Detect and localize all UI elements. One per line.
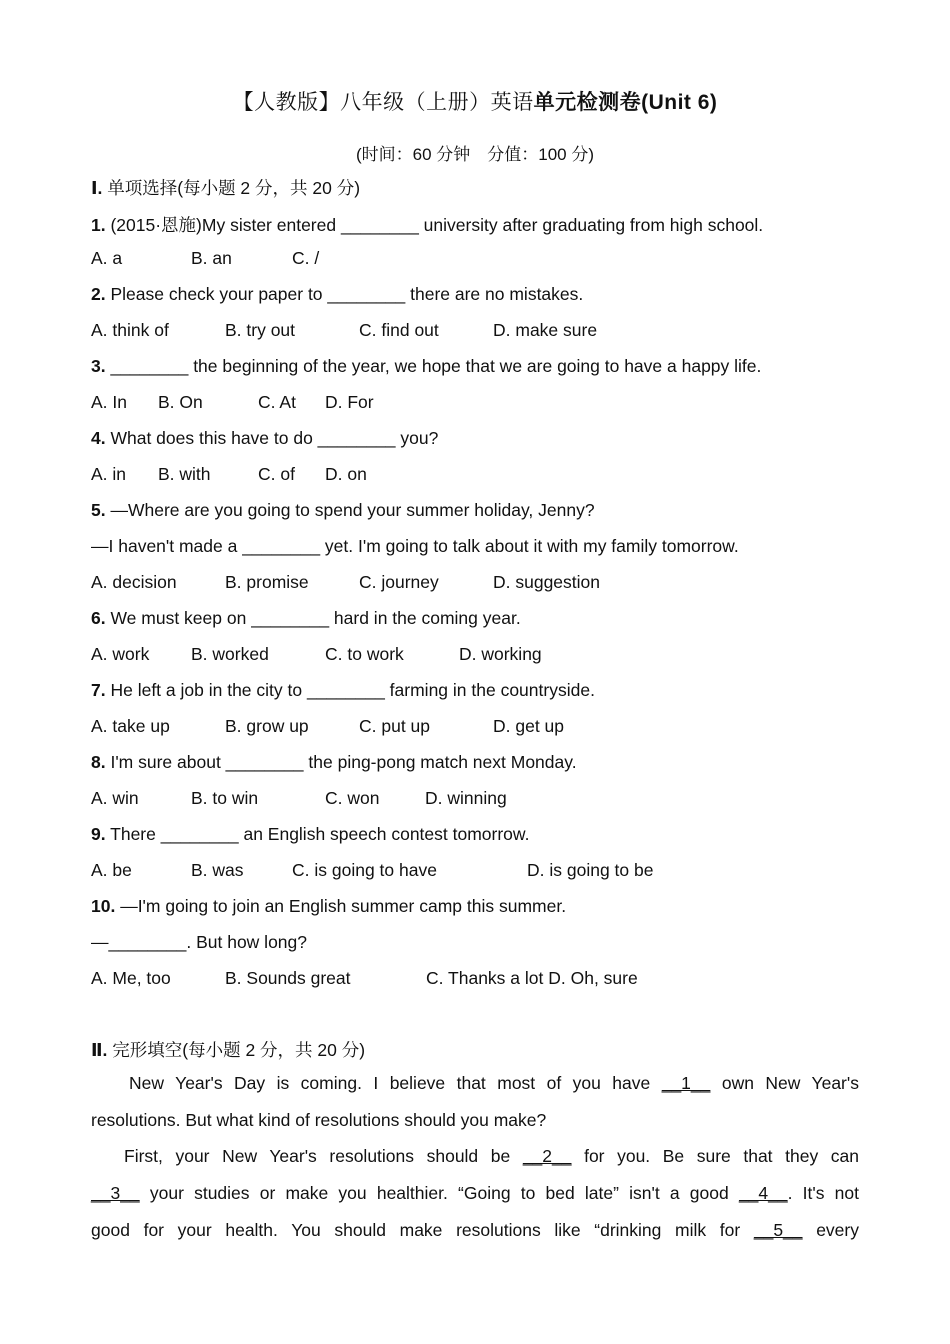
cloze-text: First, your New Year's resolutions should be <box>124 1146 511 1166</box>
question-text: —I'm going to join an English summer camp this summer. <box>115 896 567 916</box>
cloze-text: every <box>816 1220 859 1240</box>
option-c: C. put up <box>359 716 431 736</box>
question-text: (2015·恩施)My sister entered ________ university after graduating from high school. <box>105 215 764 235</box>
question-number: 1. <box>91 215 106 235</box>
question-10-reply: —________. But how long? <box>91 932 307 952</box>
option-b: B. was <box>191 860 244 880</box>
cloze-text: New Year's Day is coming. I believe that most of you have <box>129 1073 651 1093</box>
question-7 <box>91 680 595 701</box>
cloze-blank-3: __3__ <box>91 1183 140 1203</box>
option-a: A. In <box>91 392 127 412</box>
cloze-blank-4: __4__ <box>738 1183 788 1203</box>
section-1-heading <box>91 175 360 200</box>
cloze-text: for you. Be sure that they can <box>584 1146 859 1166</box>
option-d: D. get up <box>493 716 565 736</box>
section-2-title: 完形填空(每小题 2 分，共 20 分) <box>107 1040 366 1060</box>
question-2-options <box>91 320 597 341</box>
question-text: I'm sure about ________ the ping-pong match next Monday. <box>105 752 577 772</box>
option-c: C. of <box>258 464 295 484</box>
option-d: D. winning <box>425 788 507 808</box>
option-c: C. journey <box>359 572 439 592</box>
option-c: C. is going to have <box>292 860 437 880</box>
question-number: 3. <box>91 356 106 376</box>
page-title <box>0 86 950 116</box>
cloze-blank-5: __5__ <box>753 1220 803 1240</box>
option-b: B. to win <box>191 788 259 808</box>
section-2-number: Ⅱ. <box>91 1040 108 1060</box>
section-1-number: Ⅰ. <box>91 178 103 198</box>
question-7-options <box>91 716 564 737</box>
section-2-heading <box>91 1037 365 1062</box>
cloze-text: own New Year's <box>721 1073 859 1093</box>
question-number: 5. <box>91 500 106 520</box>
option-d: D. working <box>459 644 542 664</box>
option-c: C. to work <box>325 644 404 664</box>
option-c: C. At <box>258 392 296 412</box>
title-unit: 单元检测卷(Unit 6) <box>533 91 718 114</box>
question-1 <box>91 212 763 237</box>
cloze-line-5 <box>91 1220 859 1241</box>
option-d: D. make sure <box>493 320 598 340</box>
title-series: 【人教版】八年级（上册）英语 <box>232 91 534 114</box>
option-a: A. a <box>91 248 123 268</box>
cloze-blank-2: __2__ <box>522 1146 572 1166</box>
question-number: 7. <box>91 680 106 700</box>
option-d: D. on <box>325 464 367 484</box>
option-b: B. grow up <box>225 716 309 736</box>
question-4-options <box>91 464 367 485</box>
option-c: C. won <box>325 788 380 808</box>
option-a: A. be <box>91 860 132 880</box>
question-number: 9. <box>91 824 106 844</box>
question-text: There ________ an English speech contest tomorrow. <box>105 824 530 844</box>
option-b: B. On <box>158 392 203 412</box>
cloze-blank-1: __1__ <box>661 1073 711 1093</box>
option-a: A. win <box>91 788 139 808</box>
option-c: C. find out <box>359 320 439 340</box>
option-d: D. is going to be <box>527 860 654 880</box>
question-5-reply: —I haven't made a ________ yet. I'm going to talk about it with my family tomorrow. <box>91 536 739 556</box>
option-a: A. think of <box>91 320 169 340</box>
question-10-options <box>91 968 638 989</box>
option-c-d: C. Thanks a lot D. Oh, sure <box>426 968 638 988</box>
question-5 <box>91 500 595 521</box>
question-9-options <box>91 860 653 881</box>
question-8 <box>91 752 577 773</box>
option-b: B. worked <box>191 644 269 664</box>
option-b: B. try out <box>225 320 296 340</box>
question-8-options <box>91 788 507 809</box>
cloze-line-3 <box>91 1146 859 1167</box>
question-3 <box>91 356 761 377</box>
question-number: 4. <box>91 428 106 448</box>
question-6 <box>91 608 521 629</box>
option-a: A. work <box>91 644 150 664</box>
question-text: He left a job in the city to ________ farming in the countryside. <box>105 680 595 700</box>
option-a: A. Me, too <box>91 968 171 988</box>
option-b: B. with <box>158 464 211 484</box>
option-b: B. an <box>191 248 232 268</box>
cloze-line-4 <box>91 1183 859 1204</box>
question-text: What does this have to do ________ you? <box>105 428 439 448</box>
question-6-options <box>91 644 542 665</box>
cloze-line-2: resolutions. But what kind of resolutions should you make? <box>91 1110 547 1130</box>
question-9 <box>91 824 529 845</box>
time-score-info: (时间：60 分钟 分值：100 分) <box>355 145 595 164</box>
question-text: ________ the beginning of the year, we hope that we are going to have a happy life. <box>105 356 762 376</box>
question-number: 8. <box>91 752 106 772</box>
question-number: 6. <box>91 608 106 628</box>
section-1-title: 单项选择(每小题 2 分，共 20 分) <box>102 178 361 198</box>
cloze-line-1 <box>91 1073 859 1094</box>
option-a: A. take up <box>91 716 170 736</box>
option-a: A. decision <box>91 572 177 592</box>
cloze-text: your studies or make you healthier. “Going to bed late” isn't a good <box>149 1183 729 1203</box>
question-5-options <box>91 572 600 593</box>
question-number: 10. <box>91 896 116 916</box>
question-1-options <box>91 248 319 269</box>
question-text: We must keep on ________ hard in the coming year. <box>105 608 521 628</box>
cloze-text: good for your health. You should make resolutions like “drinking milk for <box>91 1220 741 1240</box>
option-d: D. For <box>325 392 374 412</box>
question-number: 2. <box>91 284 106 304</box>
question-text: Please check your paper to ________ there are no mistakes. <box>105 284 584 304</box>
option-b: B. promise <box>225 572 309 592</box>
question-2 <box>91 284 583 305</box>
option-b: B. Sounds great <box>225 968 351 988</box>
option-d: D. suggestion <box>493 572 601 592</box>
cloze-text: . It's not <box>787 1183 859 1203</box>
option-a: A. in <box>91 464 127 484</box>
question-3-options <box>91 392 374 413</box>
question-4 <box>91 428 438 449</box>
question-10 <box>91 896 566 917</box>
option-c: C. / <box>292 248 320 268</box>
question-text: —Where are you going to spend your summer holiday, Jenny? <box>105 500 595 520</box>
